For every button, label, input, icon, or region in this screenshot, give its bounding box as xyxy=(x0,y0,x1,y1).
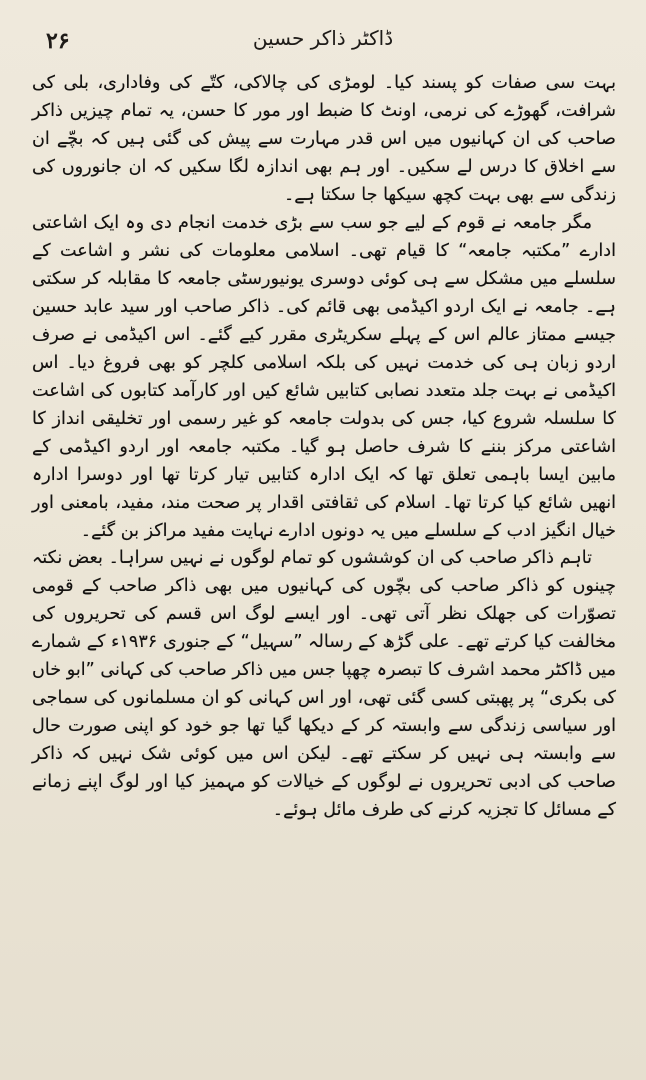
paragraph: بہت سی صفات کو پسند کیا۔ لومڑی کی چالاکی، کتّے کی وفاداری، بلی کی شرافت، گھوڑے کی نرمی، اونٹ کا ضبط اور مور کا حسن، یہ تمام چیزیں ذاکر صاحب کی ان کہانیوں میں اس قدر مہارت سے پیش کی گئی ہیں کہ بچّے ان سے اخلاق کا درس لے سکیں۔ اور ہم بھی اندازہ لگا سکیں کہ ان جانوروں کی زندگی سے بھی بہت کچھ سیکھا جا سکتا ہے۔ xyxy=(32,73,616,205)
page-header xyxy=(24,18,622,78)
body-text xyxy=(32,70,616,1040)
running-head: ڈاکٹر ذاکر حسین xyxy=(252,26,394,50)
paragraph: تاہم ذاکر صاحب کی ان کوششوں کو تمام لوگوں نے نہیں سراہا۔ بعض نکتہ چینوں کو ذاکر صاحب کی بچّوں کی کہانیوں میں بھی ذاکر صاحب کے قومی تصوّرات کی جھلک نظر آتی تھی۔ اور ایسے لوگ اس قسم کی تحریروں کی مخالفت کیا کرتے تھے۔ علی گڑھ کے رسالہ ”سہیل“ کے جنوری ۱۹۳۶ء کے شمارے میں ڈاکٹر محمد اشرف کا تبصرہ چھپا جس میں ذاکر صاحب کی کہانی ”ابو خاں کی بکری“ پر پھبتی کسی گئی تھی، اور اس کہانی کو ان مسلمانوں کی سماجی اور سیاسی زندگی سے وابستہ کر کے دیکھا گیا تھا جو خود کو اپنی صورت حال سے وابستہ ہی نہیں کر سکتے تھے۔ لیکن اس میں کوئی شک نہیں کہ ذاکر صاحب کی ادبی تحریروں نے لوگوں کے خیالات کو مہمیز کیا اور لوگ اپنے زمانے کے مسائل کا تجزیہ کرنے کی طرف مائل ہوئے۔ xyxy=(32,548,616,821)
paragraph: مگر جامعہ نے قوم کے لیے جو سب سے بڑی خدمت انجام دی وہ ایک اشاعتی ادارے ”مکتبہ جامعہ“ کا قیام تھی۔ اسلامی معلومات کی نشر و اشاعت کے سلسلے میں مشکل سے ہی کوئی دوسری یونیورسٹی جامعہ کا مقابلہ کر سکتی ہے۔ جامعہ نے ایک اردو اکیڈمی بھی قائم کی۔ ذاکر صاحب اور سید عابد حسین جیسے ممتاز عالم اس کے پہلے سکریٹری مقرر کیے گئے۔ اس اکیڈمی نے صرف اردو زبان ہی کی خدمت نہیں کی بلکہ اسلامی کلچر کو بھی فروغ دیا۔ اس اکیڈمی نے بہت جلد متعدد نصابی کتابیں شائع کیں اور کارآمد کتابوں کی اشاعت کا سلسلہ شروع کیا، جس کی بدولت جامعہ کو غیر رسمی اور تخلیقی انداز کا اشاعتی مرکز بننے کا شرف حاصل ہو گیا۔ مکتبہ جامعہ اور اردو اکیڈمی کے مابین ایسا باہمی تعلق تھا کہ ایک ادارہ کتابیں تیار کرتا تھا اور دوسرا ادارہ انھیں شائع کیا کرتا تھا۔ اسلام کی ثقافتی اقدار پر صحت مند، مفید، بامعنی اور خیال انگیز ادب کے سلسلے میں یہ دونوں ادارے نہایت مفید مراکز بن گئے۔ xyxy=(32,212,616,541)
page-number: ۲۶ xyxy=(46,28,70,54)
